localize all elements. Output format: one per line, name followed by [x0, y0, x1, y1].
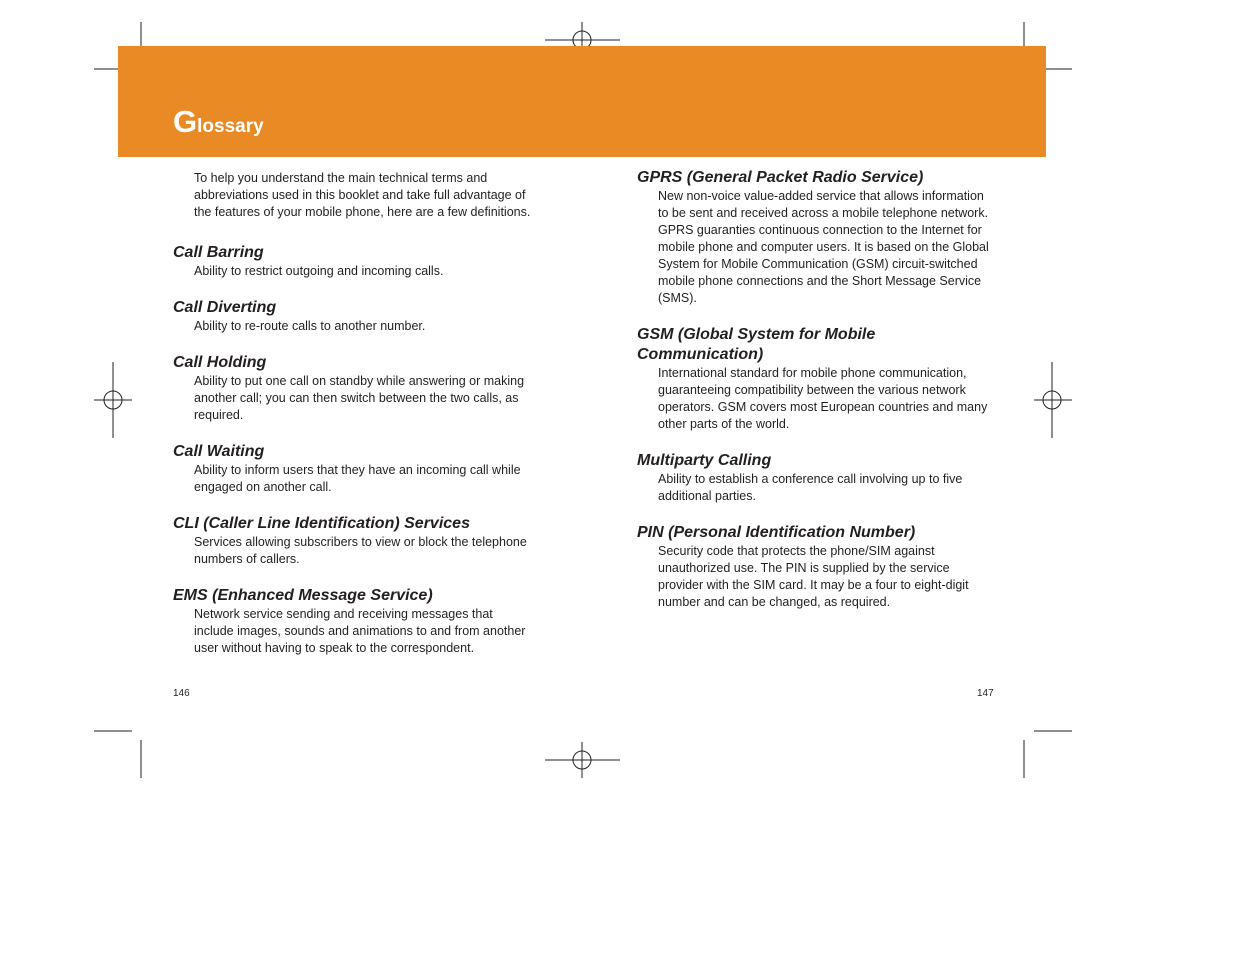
- glossary-term: Call Holding: [173, 354, 267, 371]
- glossary-entry: [173, 586, 533, 657]
- glossary-term: EMS (Enhanced Message Service): [173, 587, 433, 604]
- glossary-definition: Security code that protects the phone/SIM against unauthorized use. The PIN is supplied by the service provider with the SIM card. It may be a four to eight-digit number and can be changed, as required.: [658, 544, 969, 609]
- glossary-definition: Ability to put one call on standby while answering or making another call; you can then switch between the two calls, as required.: [194, 374, 525, 422]
- glossary-term: GPRS (General Packet Radio Service): [637, 169, 924, 186]
- glossary-entry: [173, 442, 533, 496]
- glossary-term: Call Diverting: [173, 299, 277, 316]
- page-number-right: 147: [977, 688, 994, 699]
- glossary-definition: Ability to re-route calls to another number.: [194, 319, 426, 333]
- glossary-term: GSM (Global System for Mobile Communication): [637, 326, 876, 363]
- glossary-entry: [637, 523, 997, 611]
- page-title-rest: lossary: [197, 116, 264, 137]
- glossary-definition: International standard for mobile phone communication, guaranteeing compatibility between the various network operators. GSM covers most European countries and many other parts of the world.: [658, 366, 988, 431]
- glossary-term: PIN (Personal Identification Number): [637, 524, 916, 541]
- right-column: [637, 170, 997, 611]
- glossary-definition: Ability to establish a conference call involving up to five additional parties.: [658, 472, 963, 503]
- registration-mark: [1034, 362, 1072, 438]
- intro-text: To help you understand the main technical terms and abbreviations used in this booklet and take full advantage of the features of your mobile phone, here are a few definitions.: [194, 171, 531, 219]
- glossary-definition: Services allowing subscribers to view or block the telephone numbers of callers.: [194, 535, 527, 566]
- glossary-definition: Ability to restrict outgoing and incoming calls.: [194, 264, 444, 278]
- glossary-entry: [637, 451, 997, 505]
- glossary-term: Call Waiting: [173, 443, 265, 460]
- registration-mark: [94, 362, 132, 438]
- page-number-left: 146: [173, 688, 190, 699]
- page-title: [173, 104, 264, 140]
- glossary-entry: [173, 243, 533, 280]
- glossary-entry: [637, 168, 997, 307]
- glossary-definition: Ability to inform users that they have an incoming call while engaged on another call.: [194, 463, 521, 494]
- glossary-entry: [637, 325, 997, 433]
- registration-mark: [545, 742, 620, 778]
- header-banner: [118, 46, 1046, 157]
- glossary-entry: [173, 514, 533, 568]
- glossary-term: Call Barring: [173, 244, 264, 261]
- left-column: [173, 170, 533, 657]
- glossary-definition: New non-voice value-added service that allows information to be sent and received across a mobile telephone network. GPRS guaranties continuous connection to the Internet for mobile phone and computer users. It is based on the Global System for Mobile Communication (GSM) circuit-switched mobile phone connections and the Short Message Service (SMS).: [658, 189, 989, 305]
- glossary-entry: [173, 353, 533, 424]
- glossary-term: CLI (Caller Line Identification) Services: [173, 515, 470, 532]
- glossary-entry: [173, 298, 533, 335]
- glossary-term: Multiparty Calling: [637, 452, 772, 469]
- glossary-definition: Network service sending and receiving messages that include images, sounds and animations to and from another user without having to speak to the correspondent.: [194, 607, 526, 655]
- page-title-initial: G: [173, 104, 198, 139]
